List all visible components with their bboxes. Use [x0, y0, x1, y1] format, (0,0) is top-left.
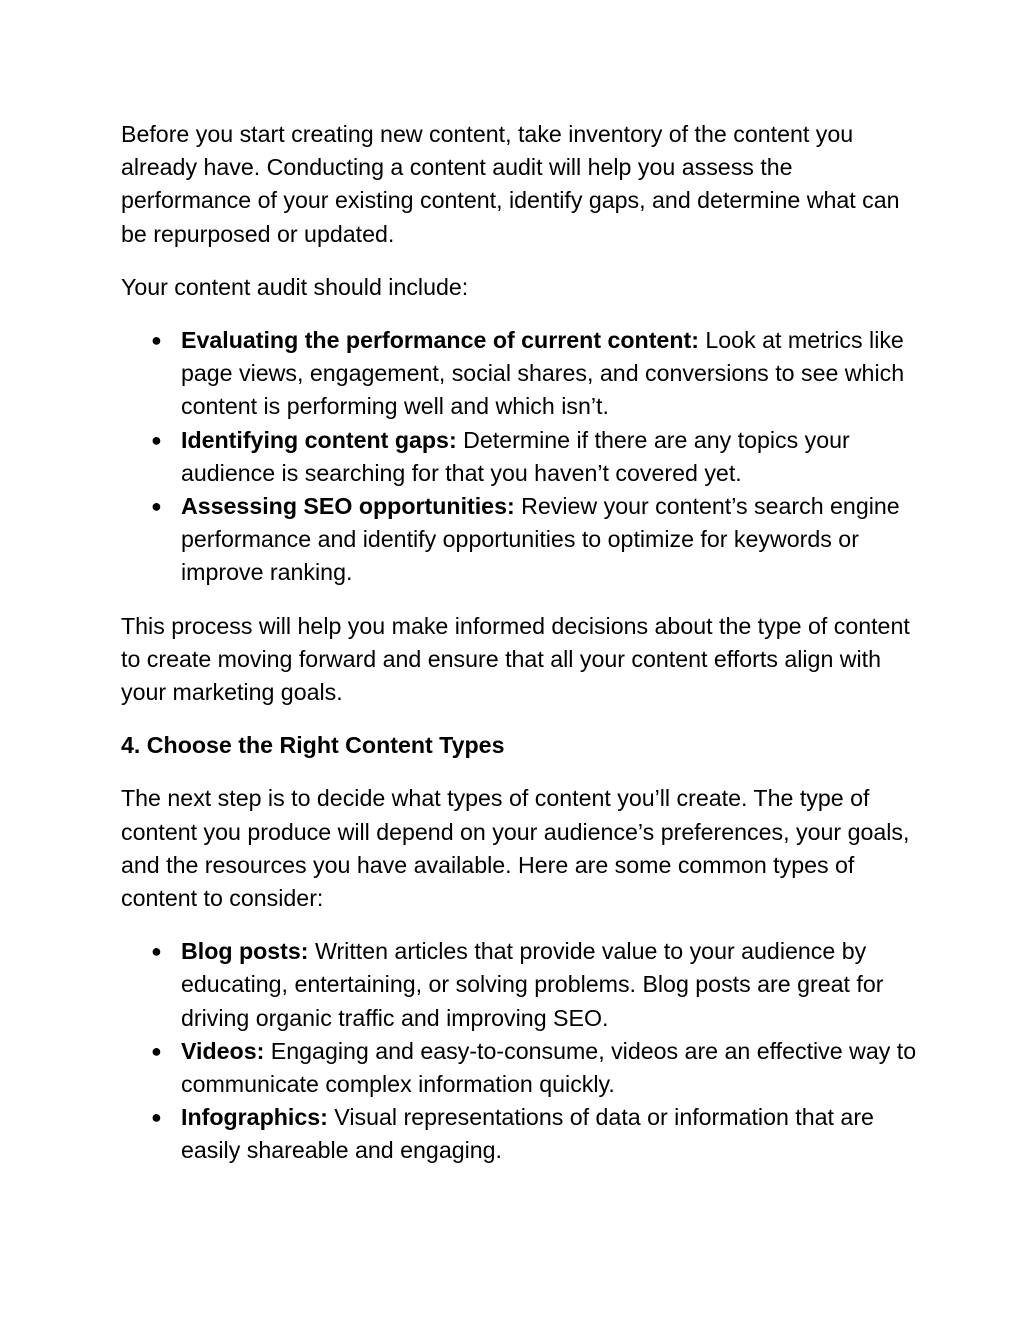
list-item: [151, 490, 921, 590]
list-item-label: Assessing SEO opportunities:: [181, 493, 515, 520]
list-item-label: Videos:: [181, 1037, 265, 1064]
bullet-icon: ●: [151, 496, 162, 517]
content-types-list: [121, 935, 921, 1167]
list-item: [151, 424, 921, 490]
section-heading: 4. Choose the Right Content Types: [121, 732, 505, 759]
audit-lead-paragraph: Your content audit should include:: [121, 273, 469, 300]
list-item-text: Written articles that provide value to your audience by educating, entertaining, or solving problems. Blog posts are great for driving organic traffic and improving SEO.: [181, 938, 884, 1031]
audit-list: [121, 324, 921, 590]
list-item-text: Engaging and easy-to-consume, videos are an effective way to communicate complex information quickly.: [181, 1037, 917, 1098]
bullet-icon: ●: [151, 330, 162, 351]
bullet-icon: ●: [151, 1040, 162, 1061]
process-paragraph: This process will help you make informed decisions about the type of content to create moving forward and ensure that all your content efforts align with your marketing goals.: [121, 612, 910, 706]
list-item: [151, 324, 921, 424]
intro-paragraph: Before you start creating new content, take inventory of the content you already have. Conducting a content audit will help you assess the performance of your existing content, identify gaps, and determine what can be repurposed or updated.: [121, 121, 900, 247]
bullet-icon: ●: [151, 1107, 162, 1128]
list-item-text: Look at metrics like page views, engagement, social shares, and conversions to see which content is performing well and which isn’t.: [181, 327, 905, 420]
list-item-text: Determine if there are any topics your audience is searching for that you haven’t covered yet.: [181, 426, 850, 486]
document-page: [121, 118, 921, 1188]
list-item-text: Review your content’s search engine performance and identify opportunities to optimize for keywords or improve ranking.: [181, 493, 900, 586]
list-item-label: Infographics:: [181, 1104, 328, 1131]
list-item-label: Identifying content gaps:: [181, 426, 457, 453]
content-types-intro-paragraph: The next step is to decide what types of content you’ll create. The type of content you produce will depend on your audience’s preferences, your goals, and the resources you have available. Here are some common types of content to consider:: [121, 785, 910, 912]
list-item-label: Evaluating the performance of current content:: [181, 327, 699, 354]
bullet-icon: ●: [151, 941, 162, 962]
bullet-icon: ●: [151, 429, 162, 450]
list-item: [151, 1035, 921, 1101]
list-item: [151, 935, 921, 1035]
list-item-text: Visual representations of data or information that are easily shareable and engaging.: [181, 1104, 874, 1164]
list-item: [151, 1101, 921, 1167]
list-item-label: Blog posts:: [181, 938, 309, 965]
